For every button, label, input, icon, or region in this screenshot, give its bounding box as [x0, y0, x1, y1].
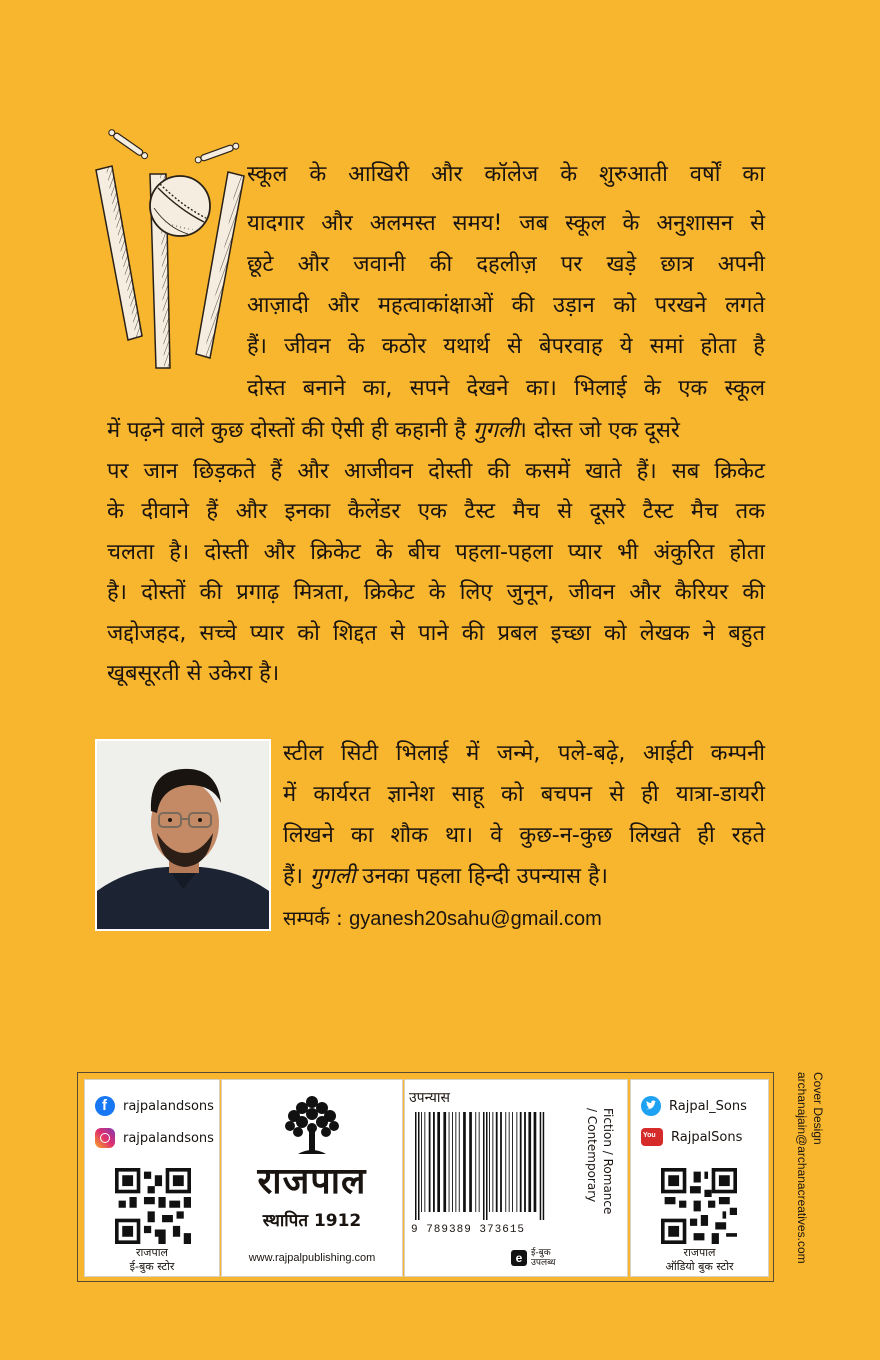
barcode-bar: [415, 1112, 417, 1220]
genre-english-2: / Contemporary: [585, 1108, 599, 1203]
bail-left: [108, 129, 149, 160]
author-bio-line-2: में कार्यरत ज्ञानेश साहू को बचपन से ही यात्रा-डायरी: [283, 782, 765, 807]
contact-label: सम्पर्क :: [283, 906, 343, 930]
barcode-bar: [489, 1112, 490, 1212]
instagram-handle: rajpalandsons: [123, 1130, 214, 1146]
barcode-bar: [492, 1112, 493, 1212]
barcode-bar: [516, 1112, 517, 1212]
cover-design-credit: archanajain@archanacreatives.com: [795, 1072, 809, 1264]
barcode-bar: [483, 1112, 485, 1220]
twitter-handle: Rajpal_Sons: [669, 1098, 747, 1114]
barcode-bar: [479, 1112, 480, 1212]
barcode-bar: [429, 1112, 431, 1212]
book-title-inline: गुगली: [473, 418, 519, 443]
blurb-line-8: पर जान छिड़कते हैं और आजीवन दोस्ती की कसमें खाते हैं। सब क्रिकेट: [107, 459, 765, 484]
audiobook-store-line2: ऑडियो बुक स्टोर: [665, 1260, 734, 1273]
instagram-icon: [95, 1128, 115, 1148]
ebook-store-caption: [85, 1246, 219, 1274]
barcode-bar: [421, 1112, 422, 1212]
ebook-line2: उपलब्ध: [531, 1258, 556, 1268]
barcode-bar: [500, 1112, 502, 1212]
cover-design-label: Cover Design: [811, 1072, 825, 1145]
book-title-inline-author: गुगली: [310, 864, 356, 889]
blurb-line-1: स्कूल के आखिरी और कॉलेज के शुरुआती वर्षों का: [247, 162, 765, 187]
instagram-link[interactable]: [95, 1128, 214, 1148]
blurb-line-7-start: में पढ़ने वाले कुछ दोस्तों की ऐसी ही कहानी है: [107, 418, 474, 443]
facebook-handle: rajpalandsons: [123, 1098, 214, 1114]
blurb-line-2: यादगार और अलमस्त समय! जब स्कूल के अनुशासन से: [247, 211, 765, 236]
genre-english-1: Fiction / Romance: [601, 1108, 615, 1215]
cricket-stumps-illustration: [88, 118, 258, 378]
youtube-icon: You: [641, 1128, 663, 1146]
blurb-line-4: आज़ादी और महत्वाकांक्षाओं की उड़ान को परखने लगते: [247, 293, 765, 318]
barcode-bar: [459, 1112, 460, 1212]
author-bio-line-4-start: हैं।: [283, 864, 311, 889]
blurb-line-9: के दीवाने हैं और इनका कैलेंडर एक टैस्ट मैच से दूसरे टैस्ट मैच तक: [107, 499, 765, 524]
bail-right: [194, 142, 239, 163]
barcode-bar: [455, 1112, 456, 1212]
barcode-bar: [540, 1112, 542, 1220]
twitter-link[interactable]: [641, 1096, 747, 1116]
barcode-bar: [475, 1112, 476, 1212]
facebook-icon: f: [95, 1096, 115, 1116]
blurb-line-13: खूबसूरती से उकेरा है।: [107, 661, 280, 686]
youtube-link[interactable]: [641, 1128, 742, 1146]
author-bio-line-4-end: उनका पहला हिन्दी उपन्यास है।: [355, 864, 608, 889]
genre-hindi: उपन्यास: [409, 1090, 450, 1106]
blurb-line-10: चलता है। दोस्ती और क्रिकेट के बीच पहला-पहला प्यार भी अंकुरित होता: [107, 540, 765, 565]
ebook-available-badge: [511, 1248, 556, 1268]
facebook-link[interactable]: [95, 1096, 214, 1116]
barcode-bar: [452, 1112, 453, 1212]
barcode-bar: [524, 1112, 526, 1212]
ebook-store-line1: राजपाल: [135, 1246, 169, 1259]
contact-email[interactable]: gyanesh20sahu@gmail.com: [349, 908, 602, 930]
isbn-barcode: [411, 1112, 577, 1222]
barcode-bar: [486, 1112, 488, 1220]
barcode-bar: [463, 1112, 466, 1212]
blurb-line-11: है। दोस्तों की प्रगाढ़ मित्रता, क्रिकेट के लिए जुनून, जीवन और कैरियर की: [107, 580, 765, 605]
ebook-store-qr-code[interactable]: [115, 1168, 191, 1244]
ebook-store-line2: ई-बुक स्टोर: [129, 1260, 175, 1273]
barcode-bar: [543, 1112, 545, 1220]
barcode-bar: [443, 1112, 446, 1212]
author-bio-line-3: लिखने का शौक था। वे कुछ-न-कुछ लिखते ही रहते: [283, 823, 765, 848]
barcode-bar: [528, 1112, 531, 1212]
social-box-right: [630, 1079, 769, 1277]
author-contact: [283, 905, 602, 932]
barcode-box: [404, 1079, 628, 1277]
youtube-handle: RajpalSons: [671, 1129, 743, 1145]
isbn-number: 9 789389 373615: [411, 1224, 526, 1236]
barcode-bar: [424, 1112, 425, 1212]
audiobook-store-qr-code[interactable]: [661, 1168, 737, 1244]
publisher-name: राजपाल: [257, 1161, 367, 1202]
barcode-bar: [449, 1112, 450, 1212]
barcode-bar: [433, 1112, 435, 1212]
audiobook-store-caption: [631, 1246, 768, 1274]
blurb-line-6: दोस्त बनाने का, सपने देखने का। भिलाई के एक स्कूल: [247, 376, 765, 401]
publisher-info-panel: [77, 1072, 774, 1282]
author-bio-line-4: [283, 864, 608, 890]
author-bio-line-1: स्टील सिटी भिलाई में जन्मे, पले-बढ़े, आईटी कम्पनी: [283, 741, 765, 766]
blurb-line-3: छूटे और जवानी की दहलीज़ पर खड़े छात्र अपनी: [247, 252, 765, 277]
blurb-line-12: जद्दोजहद, सच्चे प्यार को शिद्दत से पाने की प्रबल इच्छा को लेखक ने बहुत: [107, 621, 765, 646]
barcode-bar: [534, 1112, 537, 1212]
publisher-logo-box: [221, 1079, 403, 1277]
author-portrait-illustration: [97, 741, 269, 929]
tree-logo-icon: [284, 1094, 340, 1156]
barcode-bar: [418, 1112, 420, 1220]
barcode-bar: [496, 1112, 498, 1212]
audiobook-store-line1: राजपाल: [683, 1246, 716, 1259]
author-photo: [95, 739, 271, 931]
ebook-line1: ई-बुक: [531, 1248, 551, 1258]
blurb-line-7: [107, 418, 765, 444]
ebook-icon: e: [511, 1250, 527, 1266]
barcode-bar: [520, 1112, 522, 1212]
publisher-website[interactable]: www.rajpalpublishing.com: [248, 1252, 376, 1264]
barcode-bar: [509, 1112, 510, 1212]
barcode-bar: [512, 1112, 513, 1212]
barcode-bar: [437, 1112, 440, 1212]
publisher-established: स्थापित 1912: [262, 1211, 362, 1231]
twitter-icon: [641, 1096, 661, 1116]
cricket-ball-icon: [150, 176, 210, 236]
barcode-bar: [505, 1112, 506, 1212]
blurb-line-5: हैं। जीवन के कठोर यथार्थ से बेपरवाह ये समां होता है: [247, 334, 765, 359]
social-box-left: [84, 1079, 220, 1277]
blurb-line-7-end: । दोस्त जो एक दूसरे: [518, 418, 680, 443]
barcode-bar: [469, 1112, 472, 1212]
